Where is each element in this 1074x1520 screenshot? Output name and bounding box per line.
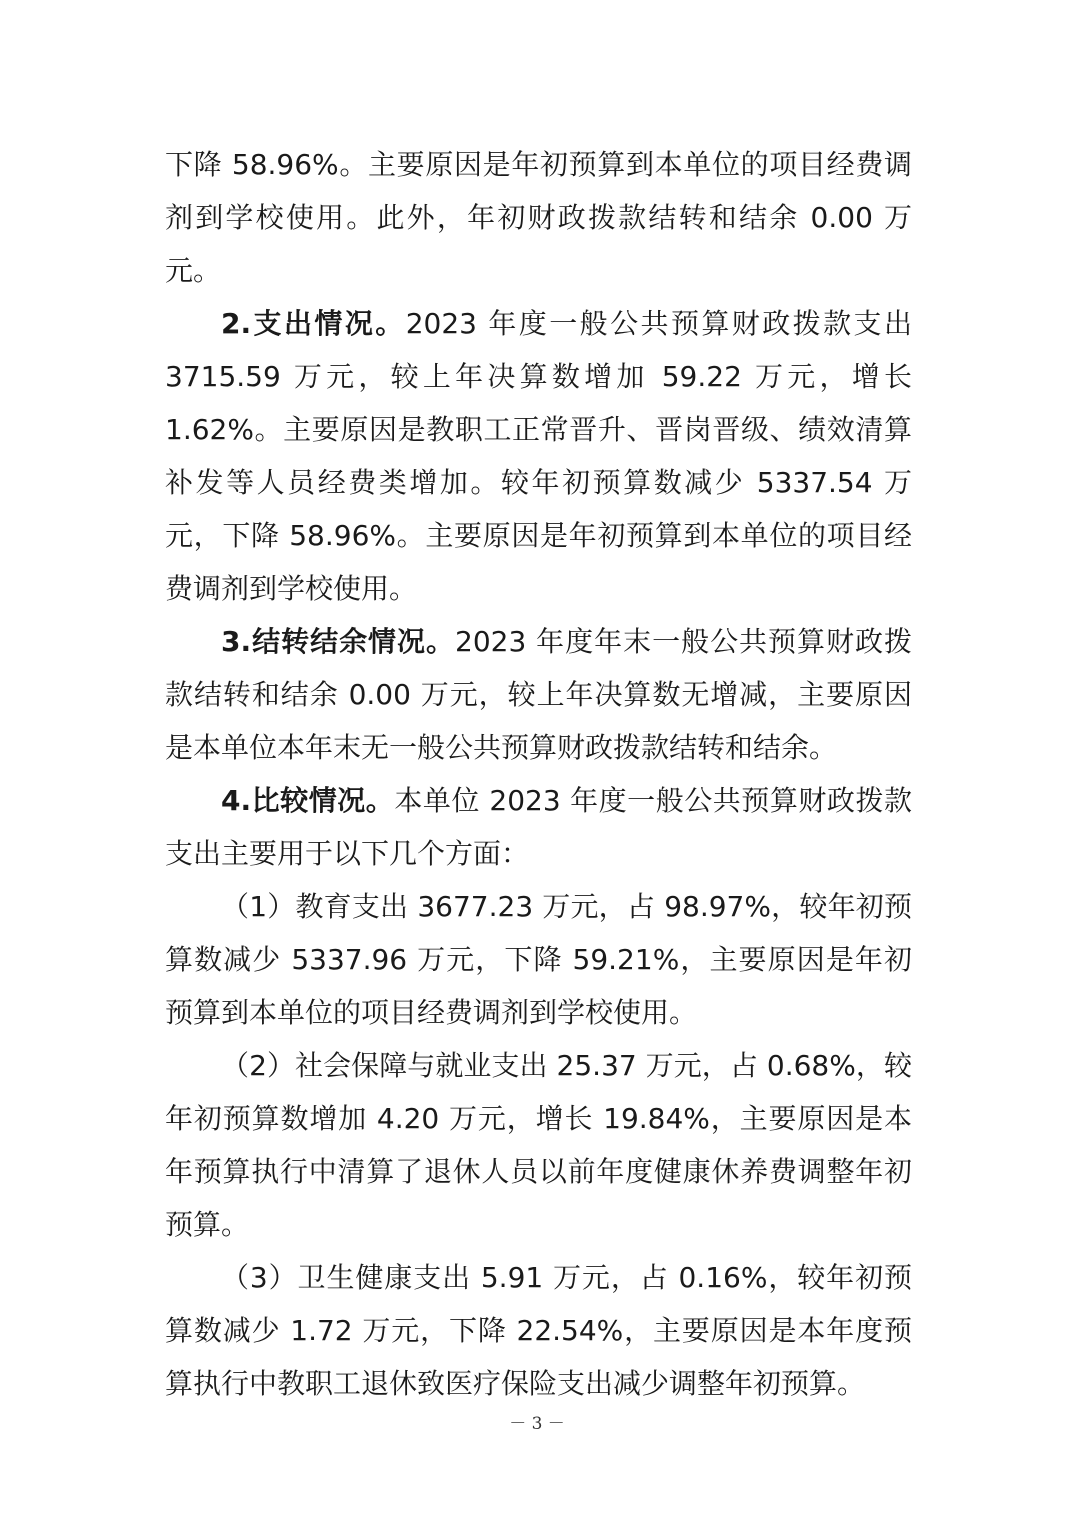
paragraph-text: 本单位 2023 年度一般公共预算财政拨款支出主要用于以下几个方面：: [165, 784, 912, 870]
paragraph-continuation: [165, 138, 912, 297]
paragraph-text: 2023 年度年末一般公共预算财政拨款结转和结余 0.00 万元，较上年决算数无增减，主要原因是本单位本年末无一般公共预算财政拨款结转和结余。: [165, 625, 912, 764]
paragraph-text: （1）教育支出 3677.23 万元，占 98.97%，较年初预算数减少 5337.96 万元，下降 59.21%，主要原因是年初预算到本单位的项目经费调剂到学校使用。: [165, 890, 912, 1029]
paragraph-comparison: [165, 774, 912, 880]
list-item-education: [165, 880, 912, 1039]
paragraph-text: 2023 年度一般公共预算财政拨款支出 3715.59 万元，较上年决算数增加 59.22 万元，增长 1.62%。主要原因是教职工正常晋升、晋岗晋级、绩效清算补发等人员经费类增加。较年初预算数减少 5337.54 万元，下降 58.96%。主要原因是年初预算到本单位的项目经费调剂到学校使用。: [165, 307, 912, 605]
list-item-social-security: [165, 1039, 912, 1251]
paragraph-text: （2）社会保障与就业支出 25.37 万元，占 0.68%，较年初预算数增加 4.20 万元，增长 19.84%，主要原因是本年预算执行中清算了退休人员以前年度健康休养费调整年初预算。: [165, 1049, 912, 1241]
paragraph-text: 下降 58.96%。主要原因是年初预算到本单位的项目经费调剂到学校使用。此外，年初财政拨款结转和结余 0.00 万元。: [165, 148, 912, 287]
list-item-health: [165, 1251, 912, 1410]
section-heading: 3.结转结余情况。: [221, 625, 456, 658]
page-number: － 3 －: [509, 1414, 565, 1434]
body-text: [165, 138, 912, 1410]
section-heading: 2.支出情况。: [221, 307, 406, 340]
paragraph-expenditure: [165, 297, 912, 615]
section-heading: 4.比较情况。: [221, 784, 395, 817]
paragraph-text: （3）卫生健康支出 5.91 万元，占 0.16%，较年初预算数减少 1.72 万元，下降 22.54%，主要原因是本年度预算执行中教职工退休致医疗保险支出减少调整年初预算。: [165, 1261, 912, 1400]
paragraph-carryover: [165, 615, 912, 774]
